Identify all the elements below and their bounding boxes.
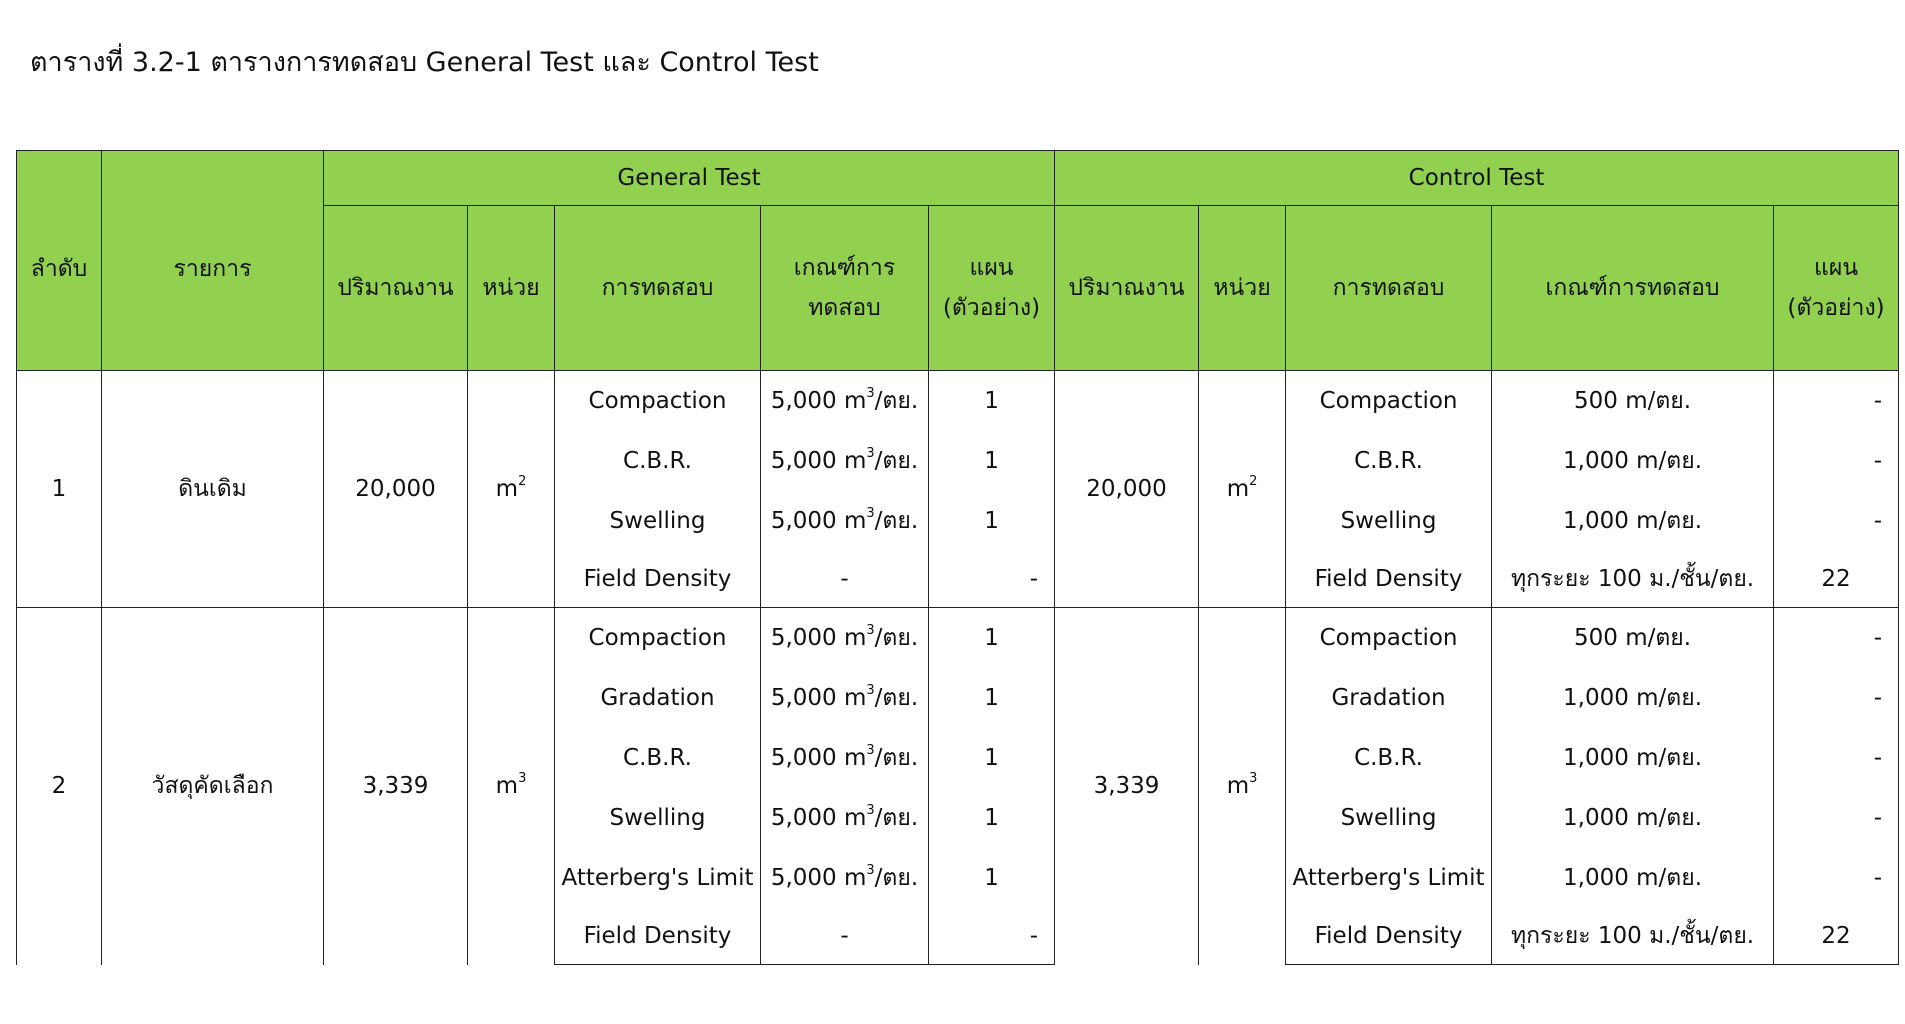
cell-general-plan: 1 — [929, 728, 1055, 788]
cell-control-unit — [1199, 608, 1286, 965]
criteria-suffix: /ตย. — [874, 448, 919, 474]
criteria-exponent: 3 — [866, 623, 875, 638]
cell-control-test: Gradation — [1286, 668, 1492, 728]
cell-general-criteria — [761, 728, 929, 788]
header-general-qty: ปริมาณงาน — [324, 206, 468, 371]
table-row — [17, 608, 1899, 669]
table-body — [17, 371, 1899, 965]
criteria-suffix: /ตย. — [874, 805, 919, 831]
cell-general-test: Swelling — [555, 788, 761, 848]
cell-control-plan: - — [1774, 491, 1899, 551]
criteria-text: - — [840, 566, 849, 592]
cell-control-plan: - — [1774, 431, 1899, 491]
cell-general-unit — [468, 371, 555, 608]
table-row — [17, 371, 1899, 432]
cell-control-test: C.B.R. — [1286, 431, 1492, 491]
header-general-test-name: การทดสอบ — [555, 206, 761, 371]
unit-text: m — [495, 773, 519, 800]
criteria-exponent: 3 — [866, 803, 875, 818]
criteria-exponent: 3 — [866, 743, 875, 758]
cell-control-criteria: ทุกระยะ 100 ม./ชั้น/ตย. — [1492, 908, 1774, 965]
criteria-suffix: /ตย. — [874, 745, 919, 771]
header-general-plan: แผน (ตัวอย่าง) — [929, 206, 1055, 371]
cell-control-test: Swelling — [1286, 491, 1492, 551]
criteria-text: 5,000 m — [770, 685, 867, 711]
cell-control-unit — [1199, 371, 1286, 608]
cell-seq: 1 — [17, 371, 102, 608]
criteria-suffix: /ตย. — [874, 388, 919, 414]
criteria-exponent: 3 — [866, 506, 875, 521]
header-general-test: General Test — [324, 151, 1055, 206]
header-seq: ลำดับ — [17, 151, 102, 371]
cell-control-criteria: 1,000 m/ตย. — [1492, 668, 1774, 728]
header-control-test-name: การทดสอบ — [1286, 206, 1492, 371]
cell-control-qty: 20,000 — [1055, 371, 1199, 608]
criteria-text: - — [840, 923, 849, 949]
unit-exponent: 2 — [1249, 474, 1258, 489]
cell-general-criteria — [761, 848, 929, 908]
cell-general-unit — [468, 608, 555, 965]
cell-general-plan: - — [929, 551, 1055, 608]
cell-control-test: Field Density — [1286, 908, 1492, 965]
criteria-text: 5,000 m — [770, 745, 867, 771]
cell-seq: 2 — [17, 608, 102, 965]
cell-general-plan: 1 — [929, 668, 1055, 728]
cell-item: ดินเดิม — [102, 371, 324, 608]
cell-general-criteria — [761, 908, 929, 965]
unit-exponent: 3 — [1249, 771, 1258, 787]
unit-text: m — [1226, 773, 1250, 800]
cell-general-plan: 1 — [929, 431, 1055, 491]
cell-general-plan: 1 — [929, 491, 1055, 551]
criteria-exponent: 3 — [866, 863, 875, 878]
criteria-text: 5,000 m — [770, 865, 867, 891]
criteria-text: 5,000 m — [770, 625, 867, 651]
criteria-suffix: /ตย. — [874, 865, 919, 891]
cell-general-plan: 1 — [929, 848, 1055, 908]
cell-control-plan: - — [1774, 788, 1899, 848]
header-general-criteria: เกณฑ์การทดสอบ — [761, 206, 929, 371]
unit-text: m — [1226, 476, 1250, 502]
cell-general-criteria — [761, 551, 929, 608]
unit-text: m — [495, 476, 519, 502]
table-title: ตารางที่ 3.2-1 ตารางการทดสอบ General Test และ Control Test — [30, 47, 819, 78]
cell-control-plan: - — [1774, 608, 1899, 669]
criteria-text: 5,000 m — [770, 448, 867, 474]
cell-control-criteria: 500 m/ตย. — [1492, 608, 1774, 669]
cell-general-qty: 3,339 — [324, 608, 468, 965]
cell-control-criteria: 1,000 m/ตย. — [1492, 848, 1774, 908]
header-control-test: Control Test — [1055, 151, 1899, 206]
cell-general-plan: 1 — [929, 371, 1055, 432]
criteria-text: 5,000 m — [770, 508, 867, 534]
cell-general-plan: 1 — [929, 788, 1055, 848]
cell-general-test: Atterberg's Limit — [555, 848, 761, 908]
header-general-unit: หน่วย — [468, 206, 555, 371]
header-control-plan: แผน (ตัวอย่าง) — [1774, 206, 1899, 371]
criteria-suffix: /ตย. — [874, 685, 919, 711]
criteria-exponent: 3 — [866, 683, 875, 698]
criteria-text: 5,000 m — [770, 805, 867, 831]
cell-control-criteria: 1,000 m/ตย. — [1492, 431, 1774, 491]
cell-control-test: Swelling — [1286, 788, 1492, 848]
cell-general-test: Gradation — [555, 668, 761, 728]
cell-general-plan: - — [929, 908, 1055, 965]
table-header — [17, 151, 1899, 371]
criteria-text: 5,000 m — [770, 388, 867, 414]
unit-exponent: 2 — [518, 474, 527, 489]
cell-general-test: Field Density — [555, 908, 761, 965]
cell-general-test: Compaction — [555, 608, 761, 669]
test-table — [16, 150, 1899, 965]
cell-general-plan: 1 — [929, 608, 1055, 669]
header-control-unit: หน่วย — [1199, 206, 1286, 371]
cell-control-test: Compaction — [1286, 371, 1492, 432]
cell-control-test: Atterberg's Limit — [1286, 848, 1492, 908]
cell-control-test: Compaction — [1286, 608, 1492, 669]
cell-control-plan: - — [1774, 371, 1899, 432]
cell-control-qty: 3,339 — [1055, 608, 1199, 965]
cell-general-test: C.B.R. — [555, 431, 761, 491]
cell-general-criteria — [761, 668, 929, 728]
cell-item: วัสดุคัดเลือก — [102, 608, 324, 965]
cell-control-plan: 22 — [1774, 908, 1899, 965]
cell-control-criteria: 1,000 m/ตย. — [1492, 788, 1774, 848]
criteria-suffix: /ตย. — [874, 508, 919, 534]
cell-general-test: Compaction — [555, 371, 761, 432]
cell-general-criteria — [761, 431, 929, 491]
header-control-criteria: เกณฑ์การทดสอบ — [1492, 206, 1774, 371]
criteria-suffix: /ตย. — [874, 625, 919, 651]
criteria-exponent: 3 — [866, 446, 875, 461]
cell-control-plan: - — [1774, 668, 1899, 728]
unit-exponent: 3 — [518, 771, 527, 787]
cell-control-criteria: 1,000 m/ตย. — [1492, 491, 1774, 551]
criteria-exponent: 3 — [866, 386, 875, 401]
cell-control-plan: 22 — [1774, 551, 1899, 608]
cell-general-criteria — [761, 788, 929, 848]
header-control-qty: ปริมาณงาน — [1055, 206, 1199, 371]
cell-control-test: C.B.R. — [1286, 728, 1492, 788]
cell-control-criteria: 1,000 m/ตย. — [1492, 728, 1774, 788]
cell-control-plan: - — [1774, 848, 1899, 908]
cell-control-test: Field Density — [1286, 551, 1492, 608]
cell-control-plan: - — [1774, 728, 1899, 788]
cell-general-qty: 20,000 — [324, 371, 468, 608]
cell-control-criteria: ทุกระยะ 100 ม./ชั้น/ตย. — [1492, 551, 1774, 608]
cell-general-test: Swelling — [555, 491, 761, 551]
cell-general-test: C.B.R. — [555, 728, 761, 788]
cell-control-criteria: 500 m/ตย. — [1492, 371, 1774, 432]
cell-general-criteria — [761, 608, 929, 669]
cell-general-test: Field Density — [555, 551, 761, 608]
header-item: รายการ — [102, 151, 324, 371]
cell-general-criteria — [761, 491, 929, 551]
cell-general-criteria — [761, 371, 929, 432]
